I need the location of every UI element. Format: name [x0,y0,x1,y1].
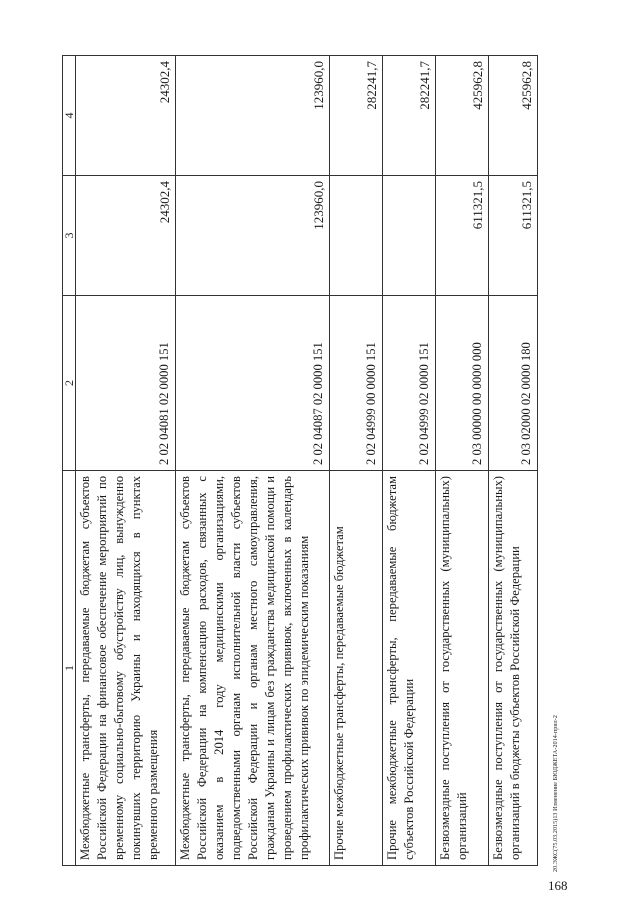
table-row [436,56,489,866]
row-col4: 425962,8 [489,56,538,176]
row-code: 2 02 04999 02 0000 151 [383,296,436,471]
row-col3 [383,176,436,296]
row-code: 2 02 04087 02 0000 151 [176,296,330,471]
row-name: Межбюджетные трансферты, передаваемые бюджетам субъектов Российской Федерации на финансовое обеспечение мероприятий по временному социально-бытовому обустройству лиц, вынужденно покинувших территорию Украины и находящихся в пунктах временного размещения [76,471,176,866]
row-col4: 24302,4 [76,56,176,176]
table-row [330,56,383,866]
table-row [176,56,330,866]
header-row [63,56,76,866]
row-col3: 24302,4 [76,176,176,296]
page-number: 168 [548,878,568,893]
row-col3: 611321,5 [489,176,538,296]
row-name: Безвозмездные поступления от государственных (муниципальных) организаций в бюджеты субъектов Российской Федерации [489,471,538,866]
row-col4: 123960,0 [176,56,330,176]
row-col3: 123960,0 [176,176,330,296]
table-row [383,56,436,866]
row-col4: 425962,8 [436,56,489,176]
row-col3: 611321,5 [436,176,489,296]
row-name: Безвозмездные поступления от государственных (муниципальных) организаций [436,471,489,866]
row-name: Межбюджетные трансферты, передаваемые бюджетам субъектов Российской Федерации на компенсацию расходов, связанных с оказанием в 2014 году медицинскими организациями, подведомственными органам исполнительной власти субъектов Российской Федерации и органам местного самоуправления, гражданам Украины и лицам без гражданства медицинской помощи и проведением профилактических прививок, включенных в календарь профилактических прививок по эпидемическим показаниям [176,471,330,866]
document-code: 20.ЭЖС(75.03.2015)13 Изменение БЮДЖЕТА-2014-прил-2 [553,715,559,872]
header-col-4: 4 [63,56,76,176]
table-row [76,56,176,866]
header-col-3: 3 [63,176,76,296]
header-col-2: 2 [63,296,76,471]
table-row [489,56,538,866]
header-col-1: 1 [63,471,76,866]
rotated-table-container [62,56,534,866]
row-col4: 282241,7 [330,56,383,176]
budget-table [62,55,538,866]
row-code: 2 03 00000 00 0000 000 [436,296,489,471]
row-code: 2 02 04999 00 0000 151 [330,296,383,471]
row-col4: 282241,7 [383,56,436,176]
row-code: 2 03 02000 02 0000 180 [489,296,538,471]
row-col3 [330,176,383,296]
row-code: 2 02 04081 02 0000 151 [76,296,176,471]
row-name: Прочие межбюджетные трансферты, передаваемые бюджетам [330,471,383,866]
row-name: Прочие межбюджетные трансферты, передаваемые бюджетам субъектов Российской Федерации [383,471,436,866]
